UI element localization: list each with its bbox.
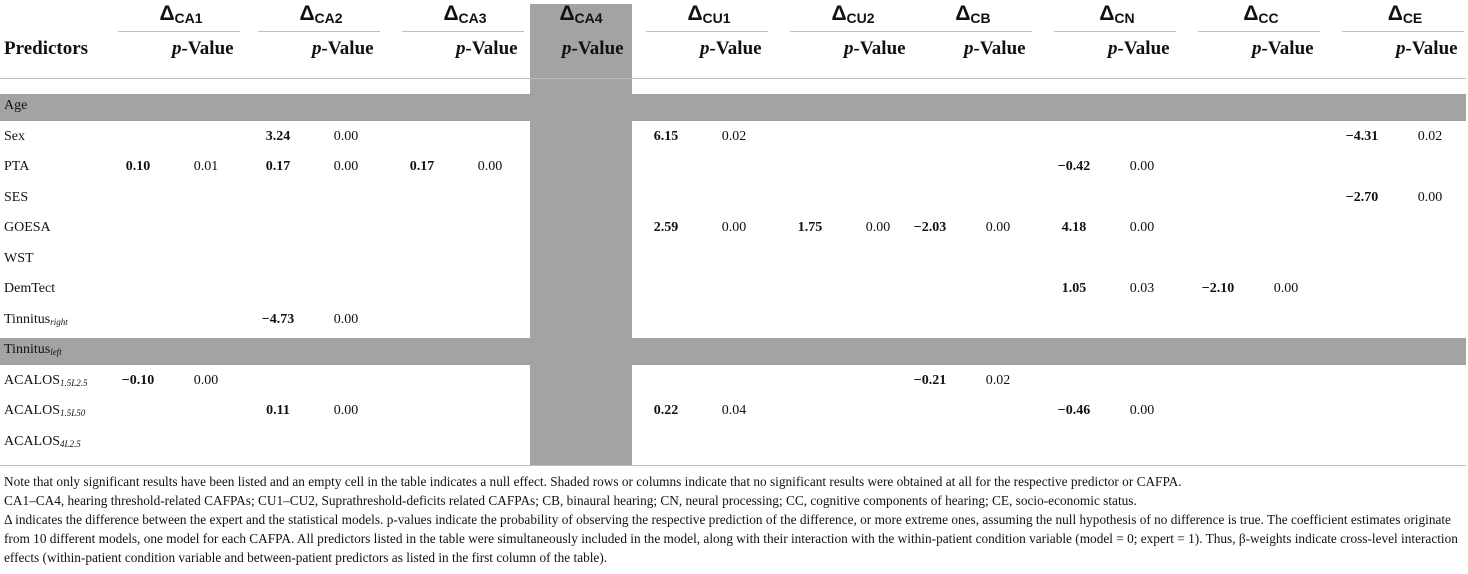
delta-symbol: Δ xyxy=(831,2,847,25)
group-underline-cb xyxy=(910,31,1032,32)
predictor-label xyxy=(4,312,68,328)
beta-cell-cu1: 0.22 xyxy=(653,403,679,418)
predictor-name: ACALOS xyxy=(4,372,61,388)
predictors-header: Predictors xyxy=(4,38,89,59)
beta-cell-ce: −2.70 xyxy=(1345,189,1379,205)
delta-symbol: Δ xyxy=(159,2,175,25)
beta-cell-cb: −2.03 xyxy=(913,220,947,235)
beta-cell-cu1: 6.15 xyxy=(653,128,679,144)
delta-symbol: Δ xyxy=(443,2,459,25)
pvalue-cell-ce: 0.02 xyxy=(1417,128,1443,144)
shaded-column-ca4 xyxy=(530,4,632,465)
beta-cell-ca2: 3.24 xyxy=(265,128,291,144)
p-italic: p- xyxy=(1396,38,1412,59)
column-group-header-cb xyxy=(910,2,1036,30)
pvalue-cell-cu1: 0.04 xyxy=(721,403,747,418)
pvalue-header-ca4: p-Value xyxy=(562,38,624,59)
pvalue-cell-cu2: 0.00 xyxy=(865,220,891,235)
group-subscript: CA3 xyxy=(458,10,487,26)
column-group-header-ca4 xyxy=(530,2,632,30)
pvalue-cell-ce: 0.00 xyxy=(1417,189,1443,205)
predictor-name: Age xyxy=(4,98,28,113)
pvalue-header-cn: p-Value xyxy=(1108,38,1170,59)
p-italic: p- xyxy=(964,38,980,59)
predictor-name: ACALOS xyxy=(4,403,61,418)
predictor-name: WST xyxy=(4,250,34,266)
column-group-header-ce xyxy=(1342,2,1468,30)
pvalue-cell-cc: 0.00 xyxy=(1273,281,1299,296)
predictor-name: Tinnitus xyxy=(4,342,51,357)
group-underline-ca1 xyxy=(118,31,240,32)
group-underline-ce xyxy=(1342,31,1464,32)
pvalue-header-cb: p-Value xyxy=(964,38,1026,59)
pvalue-cell-ca2: 0.00 xyxy=(333,403,359,418)
p-italic: p- xyxy=(172,38,188,59)
p-italic: p- xyxy=(844,38,860,59)
pvalue-cell-ca2: 0.00 xyxy=(333,159,359,174)
beta-cell-cc: −2.10 xyxy=(1201,281,1235,296)
group-underline-cu2 xyxy=(790,31,912,32)
beta-cell-ca2: 0.11 xyxy=(266,403,290,418)
column-group-header-cu2 xyxy=(790,2,916,30)
predictor-subscript: left xyxy=(50,347,62,357)
column-group-header-ca1 xyxy=(118,2,244,30)
predictor-subscript: 1.5L2.5 xyxy=(60,377,88,388)
predictor-name: ACALOS xyxy=(4,433,61,449)
predictor-label xyxy=(4,190,28,206)
group-subscript: CU1 xyxy=(702,10,731,26)
pvalue-cell-cu1: 0.02 xyxy=(721,128,747,144)
column-group-header-ca2 xyxy=(258,2,384,30)
pvalue-cell-cb: 0.00 xyxy=(985,220,1011,235)
p-italic: p- xyxy=(1252,38,1268,59)
group-subscript: CA2 xyxy=(314,10,343,26)
beta-cell-ce: −4.31 xyxy=(1345,128,1379,144)
group-subscript: CA4 xyxy=(574,10,603,26)
beta-cell-cn: 4.18 xyxy=(1061,220,1087,235)
pvalue-header-ca3: p-Value xyxy=(456,38,518,59)
predictor-label xyxy=(4,251,34,267)
pvalue-header-ca2: p-Value xyxy=(312,38,374,59)
predictor-name: Sex xyxy=(4,128,25,144)
pvalue-cell-cn: 0.03 xyxy=(1129,281,1155,296)
column-group-header-cu1 xyxy=(646,2,772,30)
group-subscript: CB xyxy=(970,10,991,26)
pvalue-cell-cu1: 0.00 xyxy=(721,220,747,235)
pvalue-header-cu1: p-Value xyxy=(700,38,762,59)
pvalue-cell-ca2: 0.00 xyxy=(333,128,359,144)
p-italic: p- xyxy=(456,38,472,59)
note-paragraph-1: Note that only significant results have been listed and an empty cell in the table indicates a null effect. Shaded rows or columns indicate that no significant results were obtained at all for the respective predictor or CAFPA. xyxy=(4,474,1182,489)
beta-cell-ca2: −4.73 xyxy=(261,311,295,327)
pvalue-cell-ca1: 0.00 xyxy=(193,372,219,388)
p-italic: p- xyxy=(700,38,716,59)
predictor-label xyxy=(4,403,85,419)
delta-symbol: Δ xyxy=(687,2,703,25)
p-italic: p- xyxy=(1108,38,1124,59)
pvalue-header-ce: p-Value xyxy=(1396,38,1458,59)
predictor-label xyxy=(4,281,55,297)
group-underline-cc xyxy=(1198,31,1320,32)
pvalue-cell-ca1: 0.01 xyxy=(193,159,219,174)
table-bottom-rule xyxy=(0,465,1466,466)
predictor-label xyxy=(4,159,29,175)
p-italic: p- xyxy=(562,38,578,59)
group-subscript: CU2 xyxy=(846,10,875,26)
predictor-name: SES xyxy=(4,189,29,205)
beta-cell-ca3: 0.17 xyxy=(409,159,435,174)
column-group-header-ca3 xyxy=(402,2,528,30)
beta-cell-cn: −0.46 xyxy=(1057,403,1091,418)
beta-cell-ca1: −0.10 xyxy=(121,372,155,388)
note-paragraph-3: Δ indicates the difference between the expert and the statistical models. p-values indicate the probability of observing the respective prediction of the difference, or more extreme ones, assuming the null hypothesis of no difference is true. The coefficient estimates originate from 10 different models, one model for each CAFPA. All predictors listed in the table were simultaneously included in the model, along with their interaction with the within-patient condition variable (model = 0; expert = 1). Thus, β-weights indicate cross-level interaction effects (within-patient condition variable and between-patient predictors as listed in the first column of the table). xyxy=(4,512,1458,565)
predictor-name: PTA xyxy=(4,159,30,174)
shaded-row xyxy=(0,338,1466,365)
beta-cell-ca1: 0.10 xyxy=(125,159,151,174)
group-underline-cn xyxy=(1054,31,1176,32)
pvalue-cell-cn: 0.00 xyxy=(1129,159,1155,174)
predictor-subscript: right xyxy=(50,316,68,327)
group-subscript: CC xyxy=(1258,10,1279,26)
predictor-label xyxy=(4,373,88,389)
header-bottom-rule xyxy=(0,78,1466,79)
p-italic: p- xyxy=(312,38,328,59)
group-underline-cu1 xyxy=(646,31,768,32)
delta-symbol: Δ xyxy=(559,2,575,25)
pvalue-cell-cn: 0.00 xyxy=(1129,403,1155,418)
pvalue-cell-ca2: 0.00 xyxy=(333,311,359,327)
predictor-label xyxy=(4,220,51,236)
delta-symbol: Δ xyxy=(299,2,315,25)
delta-symbol: Δ xyxy=(955,2,971,25)
predictor-label xyxy=(4,129,25,145)
note-paragraph-2: CA1–CA4, hearing threshold-related CAFPAs; CU1–CU2, Suprathreshold-deficits related CAFPAs; CB, binaural hearing; CN, neural processing; CC, cognitive components of hearing; CE, socio-economic status. xyxy=(4,493,1137,508)
group-subscript: CE xyxy=(1402,10,1423,26)
beta-cell-ca2: 0.17 xyxy=(265,159,291,174)
delta-symbol: Δ xyxy=(1099,2,1115,25)
pvalue-header-ca1: p-Value xyxy=(172,38,234,59)
predictor-name: GOESA xyxy=(4,220,51,235)
predictor-name: DemTect xyxy=(4,281,56,296)
pvalue-header-cu2: p-Value xyxy=(844,38,906,59)
delta-symbol: Δ xyxy=(1243,2,1259,25)
group-subscript: CN xyxy=(1114,10,1135,26)
table-notes xyxy=(4,472,1466,567)
column-group-header-cc xyxy=(1198,2,1324,30)
predictor-label xyxy=(4,98,27,114)
group-underline-ca2 xyxy=(258,31,380,32)
shaded-row xyxy=(0,94,1466,121)
beta-cell-cu2: 1.75 xyxy=(797,220,823,235)
predictor-subscript: 1.5L50 xyxy=(60,408,86,418)
delta-symbol: Δ xyxy=(1387,2,1403,25)
predictor-label xyxy=(4,342,62,358)
beta-cell-cn: −0.42 xyxy=(1057,159,1091,174)
predictor-name: Tinnitus xyxy=(4,311,51,327)
column-group-header-cn xyxy=(1054,2,1180,30)
pvalue-cell-cn: 0.00 xyxy=(1129,220,1155,235)
pvalue-cell-ca3: 0.00 xyxy=(477,159,503,174)
beta-cell-cb: −0.21 xyxy=(913,372,947,388)
beta-cell-cu1: 2.59 xyxy=(653,220,679,235)
beta-cell-cn: 1.05 xyxy=(1061,281,1087,296)
predictor-label xyxy=(4,434,81,450)
predictor-subscript: 4L2.5 xyxy=(60,438,81,449)
group-subscript: CA1 xyxy=(174,10,203,26)
pvalue-cell-cb: 0.02 xyxy=(985,372,1011,388)
group-underline-ca3 xyxy=(402,31,524,32)
pvalue-header-cc: p-Value xyxy=(1252,38,1314,59)
